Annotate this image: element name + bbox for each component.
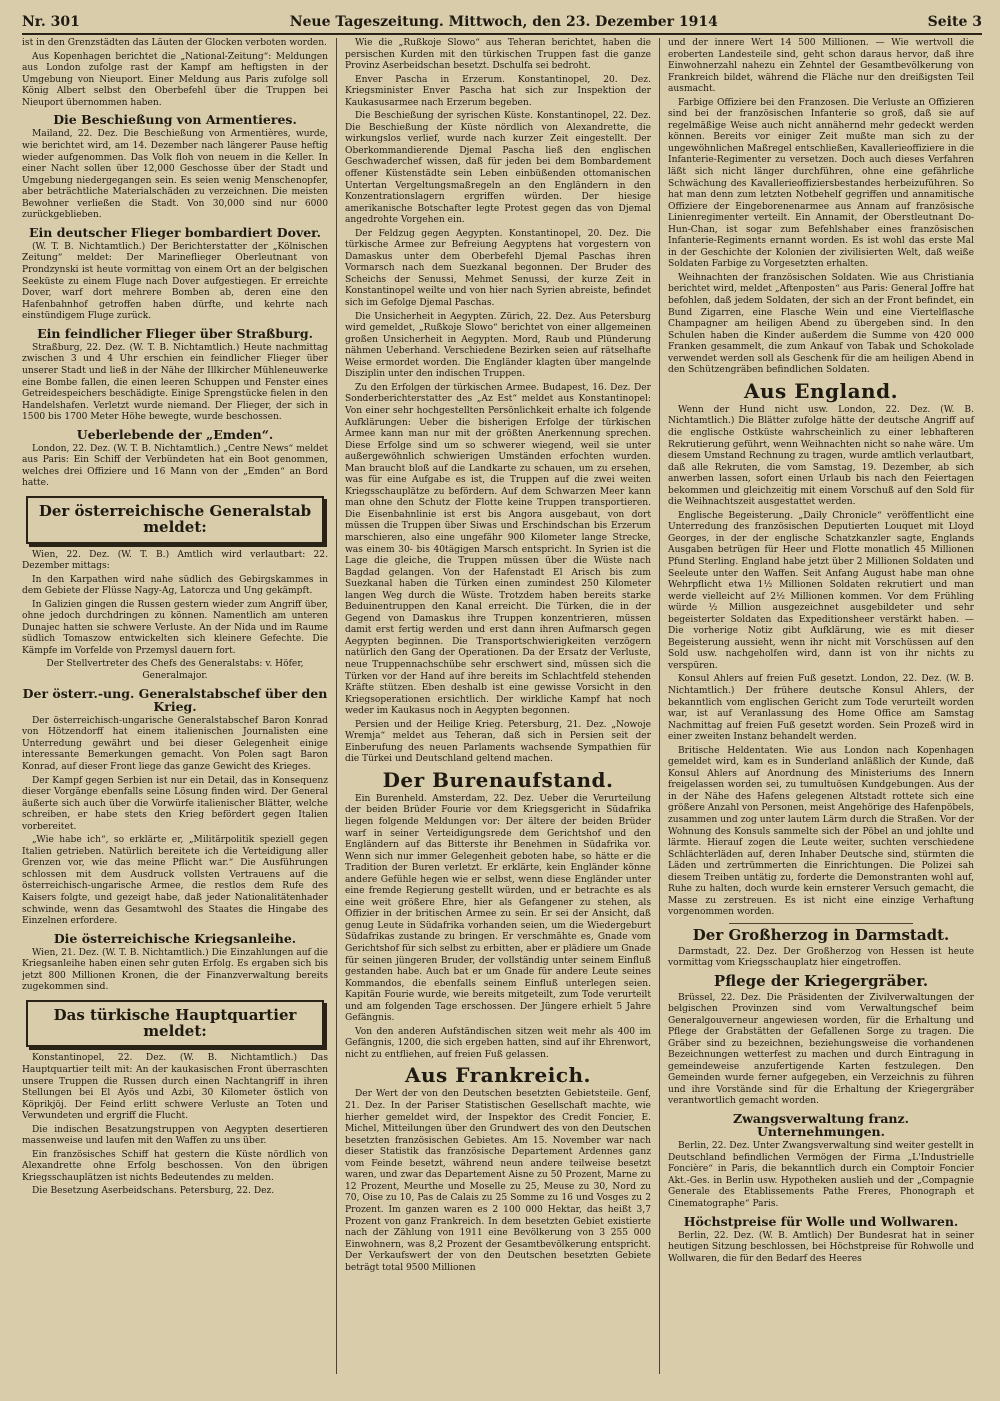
article-text: Ein französisches Schiff hat gestern die Küste nördlich von Alexandrette ohne Erfolg beschossen. Von den übrigen Kriegsschauplätzen ist nichts Bedeutendes zu melden.	[22, 1149, 328, 1183]
article-text: Der Kampf gegen Serbien ist nur ein Detail, das in Konsequenz dieser Vorgänge ebenfalls seine Lösung finden wird. Der General äußerte sich auch über die Vorwürfe italienischer Blätter, welche schreiben, er habe stets den Krieg befördert gegen Italien vorbereitet.	[22, 775, 328, 832]
article-text: Wien, 21. Dez. (W. T. B. Nichtamtlich.) Die Einzahlungen auf die Kriegsanleihe haben einen sehr guten Erfolg. Es ergaben sich bis jetzt 800 Millionen Kronen, die der Finanzverwaltung bereits zugekommen sind.	[22, 947, 328, 993]
column-2	[337, 38, 660, 1374]
headline: Aus England.	[743, 378, 899, 403]
issue-number: Nr. 301	[22, 14, 80, 30]
article-text: (W. T. B. Nichtamtlich.) Der Berichterstatter der „Kölnischen Zeitung“ meldet: Der Marineflieger Oberleutnant von Prondzynski ist heute vormittag von einem Ort an der belgischen Seeküste zu einem Fluge nach Dover aufgestiegen. Er erreichte Dover, warf dort mehrere Bomben ab, deren eine den Hafenbahnhof getroffen haben dürfte, und kehrte nach einstündigem Fluge zurück.	[22, 241, 328, 322]
article-text: Der Wert der von den Deutschen besetzten Gebietsteile. Genf, 21. Dez. In der Pariser Statistischen Gesellschaft machte, wie hierher gemeldet wird, der Inspektor des Credit Foncier, E. Michel, Mitteilungen über den Grundwert des von den Deutschen besetzten französischen Gebietes. Am 15. November war nach dieser Statistik das französische Departement Ardennes ganz vom Feinde besetzt, während neun andere teilweise besetzt waren, und zwar das Departement Aisne zu 50 Prozent, Marne zu 12 Prozent, Meurthe und Moselle zu 25, Meuse zu 30, Nord zu 70, Oise zu 10, Pas de Calais zu 25 Somme zu 16 und Vosges zu 2 Prozent. Im ganzen waren es 2 100 000 Hektar, das heißt 3,7 Prozent von ganz Frankreich. In dem besetzten Gebiet existierte nach der Zählung von 1911 eine Bevölkerung von 3 255 000 Einwohnern, was 8,2 Prozent der Gesamtbevölkerung entspricht. Der Verkaufswert der von den Deutschen besetzten Gebiete beträgt total 9500 Millionen	[345, 1089, 651, 1273]
article-text: Britische Heldentaten. Wie aus London nach Kopenhagen gemeldet wird, kam es in Sunderland anläßlich der Kunde, daß Konsul Ahlers auf Anordnung des Ministeriums des Innern freigelassen worden sei, zu tumultuösen Kundgebungen. Aus der in der Nähe des Hafens gelegenen Altstadt rottete sich eine größere Anzahl von Personen, meist Angehörige des Hafenpöbels, zusammen und zog unter lautem Lärm durch die Straßen. Vor der Wohnung des Konsuls sammelte sich der Pöbel an und johlte und lärmte. Hierauf zogen die Leute weiter, suchten verschiedene Schlächterläden auf, deren Inhaber Deutsche sind, stürmten die Läden und zertrümmerten die Einrichtungen. Die Polizei sah diesem Treiben untätig zu, forderte die Demonstranten wohl auf, Ruhe zu halten, doch wurde kein ernsterer Versuch gemacht, die Masse zu zerstreuen. Es ist nicht eine einzige Verhaftung vorgenommen worden.	[668, 745, 974, 918]
article-text: Wien, 22. Dez. (W. T. B.) Amtlich wird verlautbart: 22. Dezember mittags:	[22, 549, 328, 572]
headline: Der österr.-ung. Generalstabschef über den Krieg.	[22, 685, 328, 714]
article-text: Der Stellvertreter des Chefs des Generalstabs: v. Höfer, Generalmajor.	[46, 659, 304, 681]
columns	[22, 38, 982, 1374]
article-text: Darmstadt, 22. Dez. Der Großherzog von Hessen ist heute vormittag vom Kriegsschauplatz hier eingetroffen.	[668, 946, 974, 969]
article-text: Ein Burenheld. Amsterdam, 22. Dez. Ueber die Verurteilung der beiden Brüder Fourie vor dem Kriegsgericht in Südafrika liegen folgende Meldungen vor: Der ältere der beiden Brüder warf in seiner Verteidigungsrede dem Gerichtshof und den Engländern auf das Bitterste ihr Benehmen in Südafrika vor. Wenn sich nur immer Gelegenheit geboten habe, so hätte er die Tradition der Buren verletzt. Er erklärte, kein Engländer könne andere Gefühle hegen wie er selbst, wenn diese Engländer unter eine fremde Regierung gestellt würden, und er betrachte es als eine weit größere Ehre, hier als Gefangener zu stehen, als Offizier in der britischen Armee zu sein. Er sei der Ansicht, daß genug Leute in Südafrika vorhanden seien, um die Wiedergeburt Südafrikas zustande zu bringen. Er verschmähte es, Gnade vom Gerichtshof für sich selbst zu erbitten, aber er plädiere um Gnade für seinen jüngeren Bruder, der vollständig unter seinem Einfluß gestanden habe. Auch bat er um Gnade für andere Leute seines Kommandos, die ebenfalls seinem Einfluß unterlegen seien. Kapitän Fourie wurde, wie bereits mitgeteilt, zum Tode verurteilt und am folgenden Tage erschossen. Der Jüngere erhielt 5 Jahre Gefängnis.	[345, 793, 651, 1024]
article-text: Wenn der Hund nicht usw. London, 22. Dez. (W. B. Nichtamtlich.) Die Blätter zufolge hätte der deutsche Angriff auf die englische Ostküste wahrscheinlich zu einer lebhafteren Rekrutierung geführt, wenn Weihnachten nicht so nahe wäre. Um diesem Umstand Rechnung zu tragen, wurde amtlich verlautbart, daß alle Rekruten, die vom Samstag, 19. Dezember, ab sich anwerben lassen, sofort einen Urlaub bis nach den Feiertagen bekommen und gleichzeitig mit einem Vorschuß auf den Sold für die Weihnachtszeit ausgestattet werden.	[668, 404, 974, 508]
article-text: In Galizien gingen die Russen gestern wieder zum Angriff über, ohne jedoch durchdringen zu können. Namentlich am unteren Dunajec hatten sie schwere Verluste. An der Nida und im Raume südlich Tomaszow entwickelten sich kleinere Gefechte. Die Kämpfe im Vorfelde von Przemysl dauern fort.	[22, 599, 328, 656]
headline: Die Beschießung von Armentieres.	[53, 112, 297, 128]
article-text: Konsul Ahlers auf freien Fuß gesetzt. London, 22. Dez. (W. B. Nichtamtlich.) Der frühere deutsche Konsul Ahlers, der bekanntlich vom englischen Gericht zum Tode verurteilt worden war, ist auf Veranlassung des Home Office am Samstag Nachmittag auf freien Fuß gesetzt worden. Sein Prozeß wird in einer zweiten Instanz behandelt werden.	[668, 674, 974, 743]
article-text: Mailand, 22. Dez. Die Beschießung von Armentières, wurde, wie berichtet wird, am 14. Dezember nach längerer Pause heftig wieder aufgenommen. Das Volk floh von neuem in die Keller. In einer Nacht sollen über 12,000 Geschosse über der Stadt und Umgebung niedergegangen sein. Es seien wenig Menschenopfer, aber beträchtliche Materialschäden zu verzeichnen. Die meisten Bewohner verließen die Stadt. Von 30,000 sind nur 6000 zurückgeblieben.	[22, 129, 328, 221]
article-text: Zu den Erfolgen der türkischen Armee. Budapest, 16. Dez. Der Sonderberichterstatter des „Az Est“ meldet aus Konstantinopel: Von einer sehr hochgestellten Persönlichkeit erhalte ich folgende Aufklärungen: Ueber die bisherigen Erfolge der türkischen Armee kann man nur mit der größten Anerkennung sprechen. Diese Erfolge sind um so schwerer wiegend, weil sie unter außergewöhnlich schwierigen Umständen erfochten wurden. Man braucht bloß auf die Landkarte zu schauen, um zu ersehen, was für eine Aufgabe es ist, die Truppen auf die zwei weiten Kriegsschauplätze zu befördern. Auf dem Schwarzen Meer kann man ohne den Schutz der Flotte keine Truppen transportieren. Die Eisenbahnlinie ist erst bis Angora ausgebaut, von dort müssen die Truppen über Siwas und Erschindschan bis Erzerum marschieren, also eine ungefähr 900 Kilometer lange Strecke, was einem 30- bis 40tägigen Marsch entspricht. In Syrien ist die Lage die gleiche, die Truppen müssen über die Wüste nach Bagdad gelangen. Von der Hafenstadt El Arisch bis zum Suezkanal haben die Türken einen zumindest 250 Kilometer langen Weg durch die Wüste. Trotzdem haben bereits starke Beduinentruppen den Kanal erreicht. Die Türken, die in der Gegend von Damaskus ihre Truppen konzentrieren, müssen damit erst fertig werden und erst dann ihren Aufmarsch gegen Aegypten beginnen. Die Transportschwierigkeiten verzögern natürlich den Gang der Operationen. Da der Ersatz der Verluste, neue Truppennachschübe sehr erschwert sind, müssen sich die Türken vor der Hand auf ihre bereits im Schlachtfeld stehenden Kräfte stützen. Eben deshalb ist eine gewisse Vorsicht in den Kriegsoperationen ersichtlich. Der wirkliche Kampf hat noch weder im Kaukasus noch in Aegypten begonnen.	[345, 382, 651, 717]
article-text: Von den anderen Aufständischen sitzen weit mehr als 400 im Gefängnis, 1200, die sich ergeben hatten, sind auf ihr Ehrenwort, nicht zu entfliehen, auf freien Fuß gelassen.	[345, 1026, 651, 1060]
article-text: Aus Kopenhagen berichtet die „National-Zeitung“: Meldungen aus London zufolge rast der Kampf am heftigsten in der Umgebung von Nieuport. Einer Meldung aus Paris zufolge soll König Albert selbst den Oberbefehl über die Truppen bei Nieuport übernommen haben.	[22, 51, 328, 108]
article-text: Enver Pascha in Erzerum. Konstantinopel, 20. Dez. Kriegsminister Enver Pascha hat sich zur Inspektion der Kaukasusarmee nach Erzerum begeben.	[345, 74, 651, 108]
article-text: „Wie habe ich“, so erklärte er, „Militärpolitik speziell gegen Italien getrieben. Natürlich bereitete ich die Verteidigung aller Grenzen vor, wie das meine Pflicht war.“ Die Ausführungen schlossen mit dem Ausdruck vollsten Vertrauens auf die österreichisch-ungarische Armee, die restlos dem Rufe des Kaisers folgte, und gezeigt habe, daß jeder Nationalitätenhader schwinde, wenn das Gesamtwohl des Staates die Hingabe des Einzelnen erfordere.	[22, 835, 328, 927]
article-text: Konstantinopel, 22. Dez. (W. B. Nichtamtlich.) Das Hauptquartier teilt mit: An der kaukasischen Front überraschten unsere Truppen die Russen durch einen Nachtangriff in ihren Stellungen bei El Ayös und Azbi, 30 Kilometer östlich von Köprikjöj. Der Feind erlitt schwere Verluste an Toten und Verwundeten und ergriff die Flucht.	[22, 1053, 328, 1122]
article-text: und der innere Wert 14 500 Millionen. — Wie wertvoll die eroberten Landesteile sind, geht schon daraus hervor, daß ihre Einwohnerzahl nahezu ein Zehntel der Gesamtbevölkerung von Frankreich bildet, während die Fläche nur den dreißigsten Teil ausmacht.	[668, 38, 974, 95]
article-text: Die Unsicherheit in Aegypten. Zürich, 22. Dez. Aus Petersburg wird gemeldet, „Rußkoje Slowo“ berichtet von einer allgemeinen großen Unsicherheit in Aegypten. Mord, Raub und Plünderung nähmen Ueberhand. Verschiedene Bezirken seien auf rätselhafte Weise ermordet worden. Die Engländer klagten über mangelnde Disziplin unter den indischen Truppen.	[345, 311, 651, 380]
headline: Der Großherzog in Darmstadt.	[692, 925, 950, 944]
boxed-headline	[26, 496, 324, 544]
headline: Ein deutscher Flieger bombardiert Dover.	[29, 224, 321, 240]
column-3	[660, 38, 982, 1374]
headline: Ueberlebende der „Emden“.	[76, 426, 274, 442]
article-text: Die indischen Besatzungstruppen von Aegypten desertieren massenweise und laufen mit den Waffen zu uns über.	[22, 1124, 328, 1147]
headline: Aus Frankreich.	[404, 1063, 592, 1088]
headline: Die österreichische Kriegsanleihe.	[53, 930, 297, 946]
article-text: Straßburg, 22. Dez. (W. T. B. Nichtamtlich.) Heute nachmittag zwischen 3 und 4 Uhr erschien ein feindlicher Flieger über unserer Stadt und ließ in der Nähe der Illkircher Mühleneuwerke eine Bombe fallen, die einen leeren Schuppen und Fenster eines Getreidespeichers beschädigte. Einige Sprengstücke fielen in den Handelshafen. Verletzt wurde niemand. Der Flieger, der sich in 1500 bis 1700 Meter Höhe bewegte, wurde beschossen.	[22, 342, 328, 423]
article-text: Farbige Offiziere bei den Franzosen. Die Verluste an Offizieren sind bei der französischen Infanterie so groß, daß sie auf regelmäßige Weise auch nicht annähernd mehr gedeckt werden können. Bereits vor einiger Zeit mußte man sich zu der ungewöhnlichen Maßregel entschließen, Kavallerieoffiziere in die Infanterie-Regimenter zu versetzen. Doch auch dieses Verfahren läßt sich nicht länger durchführen, ohne eine gefährliche Schwächung des Kavallerieoffiziersbestandes herbeizuführen. So hat man denn zum letzten Notbehelf gegriffen und annamitische Offiziere der Eingeborenenarmee aus Annam auf französische Linienregimenter verteilt. Ein Annamit, der Oberstleutnant Do-Hun-Chan, ist sogar zum Befehlshaber eines französischen Infanterie-Regiments ernannt worden. Es ist wohl das erste Mal in der Geschichte der Kolonien der zivilisierten Welt, daß weiße Soldaten Farbige zu Vorgesetzten erhalten.	[668, 97, 974, 270]
article-text: Die Besetzung Aserbeidschans. Petersburg, 22. Dez.	[32, 1186, 275, 1197]
article-text: Brüssel, 22. Dez. Die Präsidenten der Zivilverwaltungen der belgischen Provinzen sind vom Verwaltungschef beim Generalgouverneur angewiesen worden, für die Erhaltung und Pflege der Grabstätten der Gefallenen Sorge zu tragen. Die Gräber sind zu bezeichnen, beziehungsweise die vorhandenen Bezeichnungen wetterfest zu machen und durch Eintragung in gemeindeweise anzufertigende Karten festzulegen. Den Gemeinden wurde ferner aufgegeben, ein Verzeichnis zu führen und ihre Vorstände sind für die Erhaltung der Kriegergräber verantwortlich gemacht worden.	[668, 992, 974, 1107]
article-text: Der österreichisch-ungarische Generalstabschef Baron Konrad von Hötzendorff hat einem italienischen Journalisten eine Unterredung gewährt und bei dieser Gelegenheit einige interessante Bemerkungen gemacht. Von Polen sagt Baron Konrad, auf dieser Front liege das ganze Gewicht des Krieges.	[22, 715, 328, 772]
article-text: Der Feldzug gegen Aegypten. Konstantinopel, 20. Dez. Die türkische Armee zur Befreiung Aegyptens hat vorgestern von Damaskus unter dem Oberbefehl Djemal Paschas ihren Vormarsch nach dem Suezkanal begonnen. Der Bruder des Scheichs der Senussi, Mehmet Senussi, der kurze Zeit in Konstantinopel weilte und von hier nach Syrien abreiste, befindet sich im Gefolge Djemal Paschas.	[345, 228, 651, 309]
article-text: Berlin, 22. Dez. (W. B. Amtlich) Der Bundesrat hat in seiner heutigen Sitzung beschlossen, bei Höchstpreise für Rohwolle und Wollwaren, die für den Bedarf des Heeres	[668, 1230, 974, 1264]
headline: Höchstpreise für Wolle und Wollwaren.	[683, 1213, 959, 1229]
column-1	[22, 38, 337, 1374]
headline: Ein feindlicher Flieger über Straßburg.	[37, 325, 313, 341]
headline: Zwangsverwaltung franz. Unternehmungen.	[733, 1110, 909, 1140]
headline: Der Burenaufstand.	[382, 767, 614, 792]
article-text: Weihnachten der französischen Soldaten. Wie aus Christiania berichtet wird, meldet „Aftenposten“ aus Paris: General Joffre hat befohlen, daß jedem Soldaten, der sich an der Front befindet, ein Bund Zigarren, eine Flasche Wein und eine Viertelflasche Champagner am heiligen Abend zu übergeben sind. In den Schulen haben die Kinder außerdem die Summe von 420 000 Franken gesammelt, die zum Ankauf von Tabak und Schokolade verwendet werden soll als Geschenk für die am heiligen Abend in den Schützengräben befindlichen Soldaten.	[668, 272, 974, 376]
article-text: In den Karpathen wird nahe südlich des Gebirgskammes in dem Gebiete der Flüsse Nagy-Ag, Latorcza und Ung gekämpft.	[22, 574, 328, 597]
paper-title-date: Neue Tageszeitung. Mittwoch, den 23. Dezember 1914	[289, 14, 718, 30]
article-text: Berlin, 22. Dez. Unter Zwangsverwaltung sind weiter gestellt in Deutschland befindlichen Vermögen der Firma „L'Industrielle Foncière“ in Paris, die bekanntlich durch ein Comptoir Foncier Akt.-Ges. in Berlin usw. Hypotheken auslieh und der „Compagnie Generale des Etablissements Pathe Freres, Phonograph et Cinematographe“ Paris.	[668, 1141, 974, 1209]
headline: Pflege der Kriegergräber.	[713, 971, 929, 990]
boxed-headline	[26, 1000, 324, 1048]
article-text: Persien und der Heilige Krieg. Petersburg, 21. Dez. „Nowoje Wremja“ meldet aus Teheran, daß sich in Persien seit der Einberufung des neuen Parlaments wachsende Sympathien für die Türkei und Deutschland geltend machen.	[345, 719, 651, 765]
page-number: Seite 3	[927, 14, 982, 30]
article-text: Wie die „Rußkoje Slowo“ aus Teheran berichtet, haben die persischen Kurden mit den türkischen Truppen fast die ganze Provinz Aserbeidschan besetzt. Dschulfa sei bedroht.	[345, 38, 651, 72]
article-text: London, 22. Dez. (W. T. B. Nichtamtlich.) „Centre News“ meldet aus Paris: Ein Schiff der Verbündeten hat ein Boot genommen, welches drei Offiziere und 16 Mann von der „Emden“ an Bord hatte.	[22, 443, 328, 489]
headline: Das türkische Hauptquartier meldet:	[53, 1005, 297, 1040]
article-text: ist in den Grenzstädten das Läuten der Glocken verboten worden.	[22, 38, 327, 48]
headline: Der österreichische Generalstab meldet:	[38, 502, 312, 536]
masthead	[22, 8, 982, 35]
article-text: Die Beschießung der syrischen Küste. Konstantinopel, 22. Dez. Die Beschießung der Küste nördlich von Alexandrette, die wirkungslos verlief, wurde nach kurzer Zeit eingestellt. Der Oberkommandierende Djemal Pascha ließ den englischen Geschwaderchef wissen, daß für jeden bei dem Bombardement offener Küstenstädte sein Leben einbüßenden ottomanischen Untertan Vergeltungsmaßregeln an den Engländern in den Konzentrationslagern ergriffen würden. Der hiesige amerikanische Botschafter legte Protest gegen das von Djemal angedrohte Vorgehen ein.	[345, 111, 651, 226]
divider	[729, 923, 913, 924]
article-text: Englische Begeisterung. „Daily Chronicle“ veröffentlicht eine Unterredung des französischen Deputierten Louquet mit Lloyd Georges, in der der englische Schatzkanzler sagte, Englands Ausgaben betrügen für Heer und Flotte monatlich 45 Millionen Pfund Sterling. England habe jetzt über 2 Millionen Soldaten und Seeleute unter den Waffen. Seit Anfang August habe man ohne Wehrpflicht etwa 1½ Millionen Soldaten rekrutiert und man werde vielleicht auf 2½ Millionen kommen. Vor dem Frühling würde ½ Million ausgezeichnet ausgebildeter und sehr begeisterter Soldaten das Expeditionsheer verstärkt haben. — Die vorherige Notiz gibt Aufklärung, wie es mit dieser Begeisterung aussieht, wenn ihr nicht mit Vorschüssen auf den Sold usw. nachgeholfen wird, dann ist von ihr nichts zu verspüren.	[668, 510, 974, 671]
